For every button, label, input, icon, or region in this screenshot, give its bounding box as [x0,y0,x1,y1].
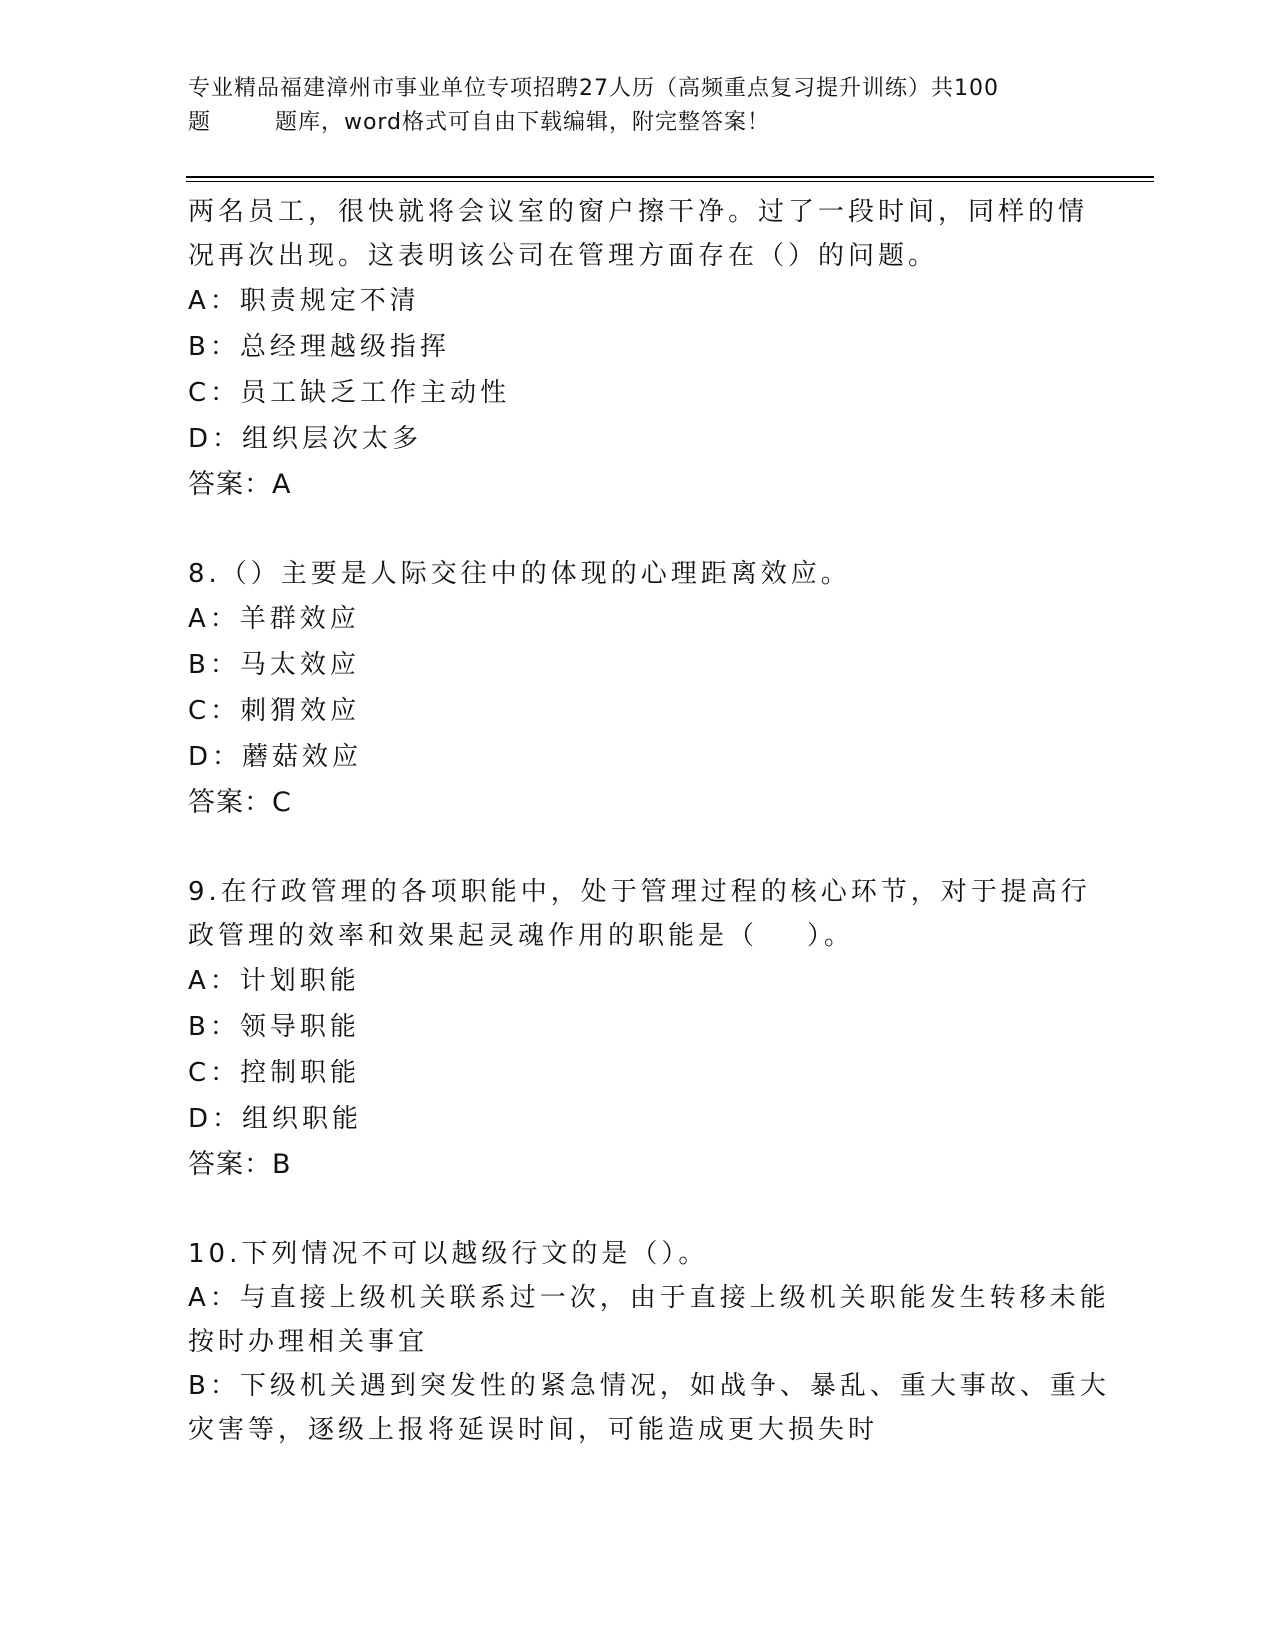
answer: 答案：B [188,1149,292,1180]
option-b: B：总经理越级指挥 [188,332,450,362]
option-b-continued: 灾害等，逐级上报将延误时间，可能造成更大损失时 [188,1415,879,1445]
question-text: 两名员工，很快就将会议室的窗户擦干净。过了一段时间，同样的情 [188,197,1089,227]
option-a: A：计划职能 [188,966,360,996]
option-b: B：领导职能 [188,1012,360,1042]
question-text: 9.在行政管理的各项职能中，处于管理过程的核心环节，对于提高行 [188,877,1091,907]
option-b: B：下级机关遇到突发性的紧急情况，如战争、暴乱、重大事故、重大 [188,1371,1110,1401]
question-8 [188,552,1088,826]
option-a: A：职责规定不清 [188,286,420,316]
question-text: 况再次出现。这表明该公司在管理方面存在（）的问题。 [188,241,939,271]
option-a: A：羊群效应 [188,604,360,634]
header-line-2: 题 题库，word格式可自由下载编辑，附完整答案！ [188,110,771,135]
option-d: D：蘑菇效应 [188,742,363,772]
option-c: C：刺猬效应 [188,696,361,726]
header-rule-thick [186,176,1154,178]
option-b: B：马太效应 [188,650,360,680]
header-rule-thin [186,181,1154,182]
option-c: C：员工缺乏工作主动性 [188,378,511,408]
question-text: 政管理的效率和效果起灵魂作用的职能是（ ）。 [188,921,855,951]
document-header [188,72,1088,140]
option-a: A：与直接上级机关联系过一次，由于直接上级机关职能发生转移未能 [188,1283,1110,1313]
question-10 [188,1232,1110,1452]
option-a-continued: 按时办理相关事宜 [188,1327,429,1357]
answer: 答案：C [188,787,292,818]
option-d: D：组织层次太多 [188,424,423,454]
header-line-1: 专业精品福建漳州市事业单位专项招聘27人历（高频重点复习提升训练）共100 [188,76,999,101]
question-text: 10.下列情况不可以越级行文的是（）。 [188,1239,709,1269]
option-d: D：组织职能 [188,1104,363,1134]
question-content [188,190,1110,1452]
answer: 答案：A [188,469,292,500]
question-7 [188,190,1088,508]
question-9 [188,870,1091,1188]
option-c: C：控制职能 [188,1058,361,1088]
question-text: 8.（）主要是人际交往中的体现的心理距离效应。 [188,559,851,589]
